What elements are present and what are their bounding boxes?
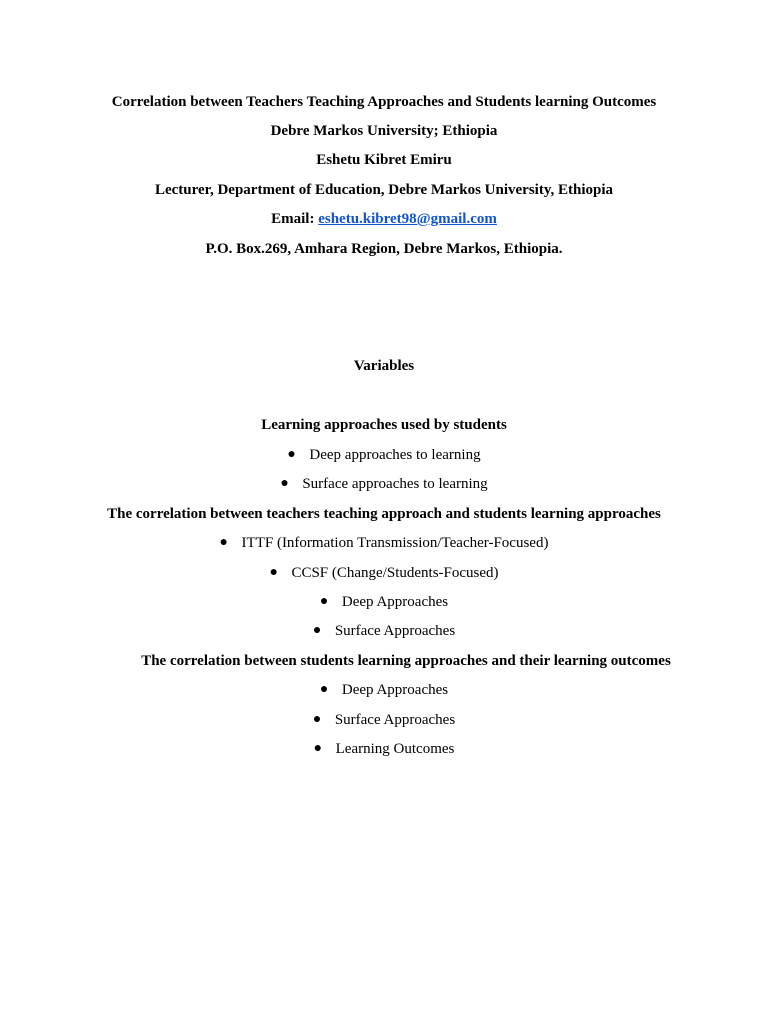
list-item: [0, 445, 768, 465]
bullet-icon: ●: [312, 712, 322, 727]
variables-heading: Variables: [353, 358, 415, 374]
list-item: [0, 710, 768, 730]
bullet-icon: ●: [280, 476, 289, 491]
author-name: Eshetu Kibret Emiru: [316, 152, 452, 168]
document-title: Correlation between Teachers Teaching Approaches and Students learning Outcomes: [111, 94, 657, 110]
list-item-text: Deep approaches to learning: [309, 447, 481, 463]
section1-heading: Learning approaches used by students: [261, 417, 507, 433]
list-item: [0, 592, 768, 612]
list-item: [0, 739, 768, 759]
list-item-text: Surface Approaches: [334, 623, 456, 639]
list-item-text: ITTF (Information Transmission/Teacher-Focused): [241, 535, 549, 551]
email-label: Email:: [271, 211, 319, 227]
email-line: [0, 209, 768, 229]
list-item: [0, 680, 768, 700]
bullet-icon: ●: [269, 565, 278, 580]
bullet-icon: ●: [319, 682, 329, 697]
bullet-icon: ●: [319, 594, 329, 609]
list-item-text: Surface Approaches: [334, 712, 456, 728]
list-item-text: Learning Outcomes: [335, 741, 455, 757]
list-item-text: Deep Approaches: [341, 594, 449, 610]
section3-heading: The correlation between students learning approaches and their learning outcomes: [141, 653, 671, 669]
list-item-text: Surface approaches to learning: [302, 476, 488, 492]
email-link[interactable]: eshetu.kibret98@gmail.com: [318, 211, 497, 227]
university-line: Debre Markos University; Ethiopia: [270, 123, 498, 139]
list-item: [0, 533, 768, 553]
author-position: Lecturer, Department of Education, Debre Markos University, Ethiopia: [154, 182, 614, 198]
bullet-icon: ●: [219, 535, 228, 550]
list-item: [0, 474, 768, 494]
list-item: [0, 563, 768, 583]
bullet-icon: ●: [312, 623, 322, 638]
list-item-text: CCSF (Change/Students-Focused): [291, 565, 499, 581]
section2-heading: The correlation between teachers teaching approach and students learning approaches: [107, 506, 661, 522]
address-line: P.O. Box.269, Amhara Region, Debre Markos, Ethiopia.: [205, 241, 563, 257]
list-item-text: Deep Approaches: [341, 682, 449, 698]
bullet-icon: ●: [313, 741, 323, 756]
bullet-icon: ●: [287, 447, 296, 462]
list-item: [0, 621, 768, 641]
